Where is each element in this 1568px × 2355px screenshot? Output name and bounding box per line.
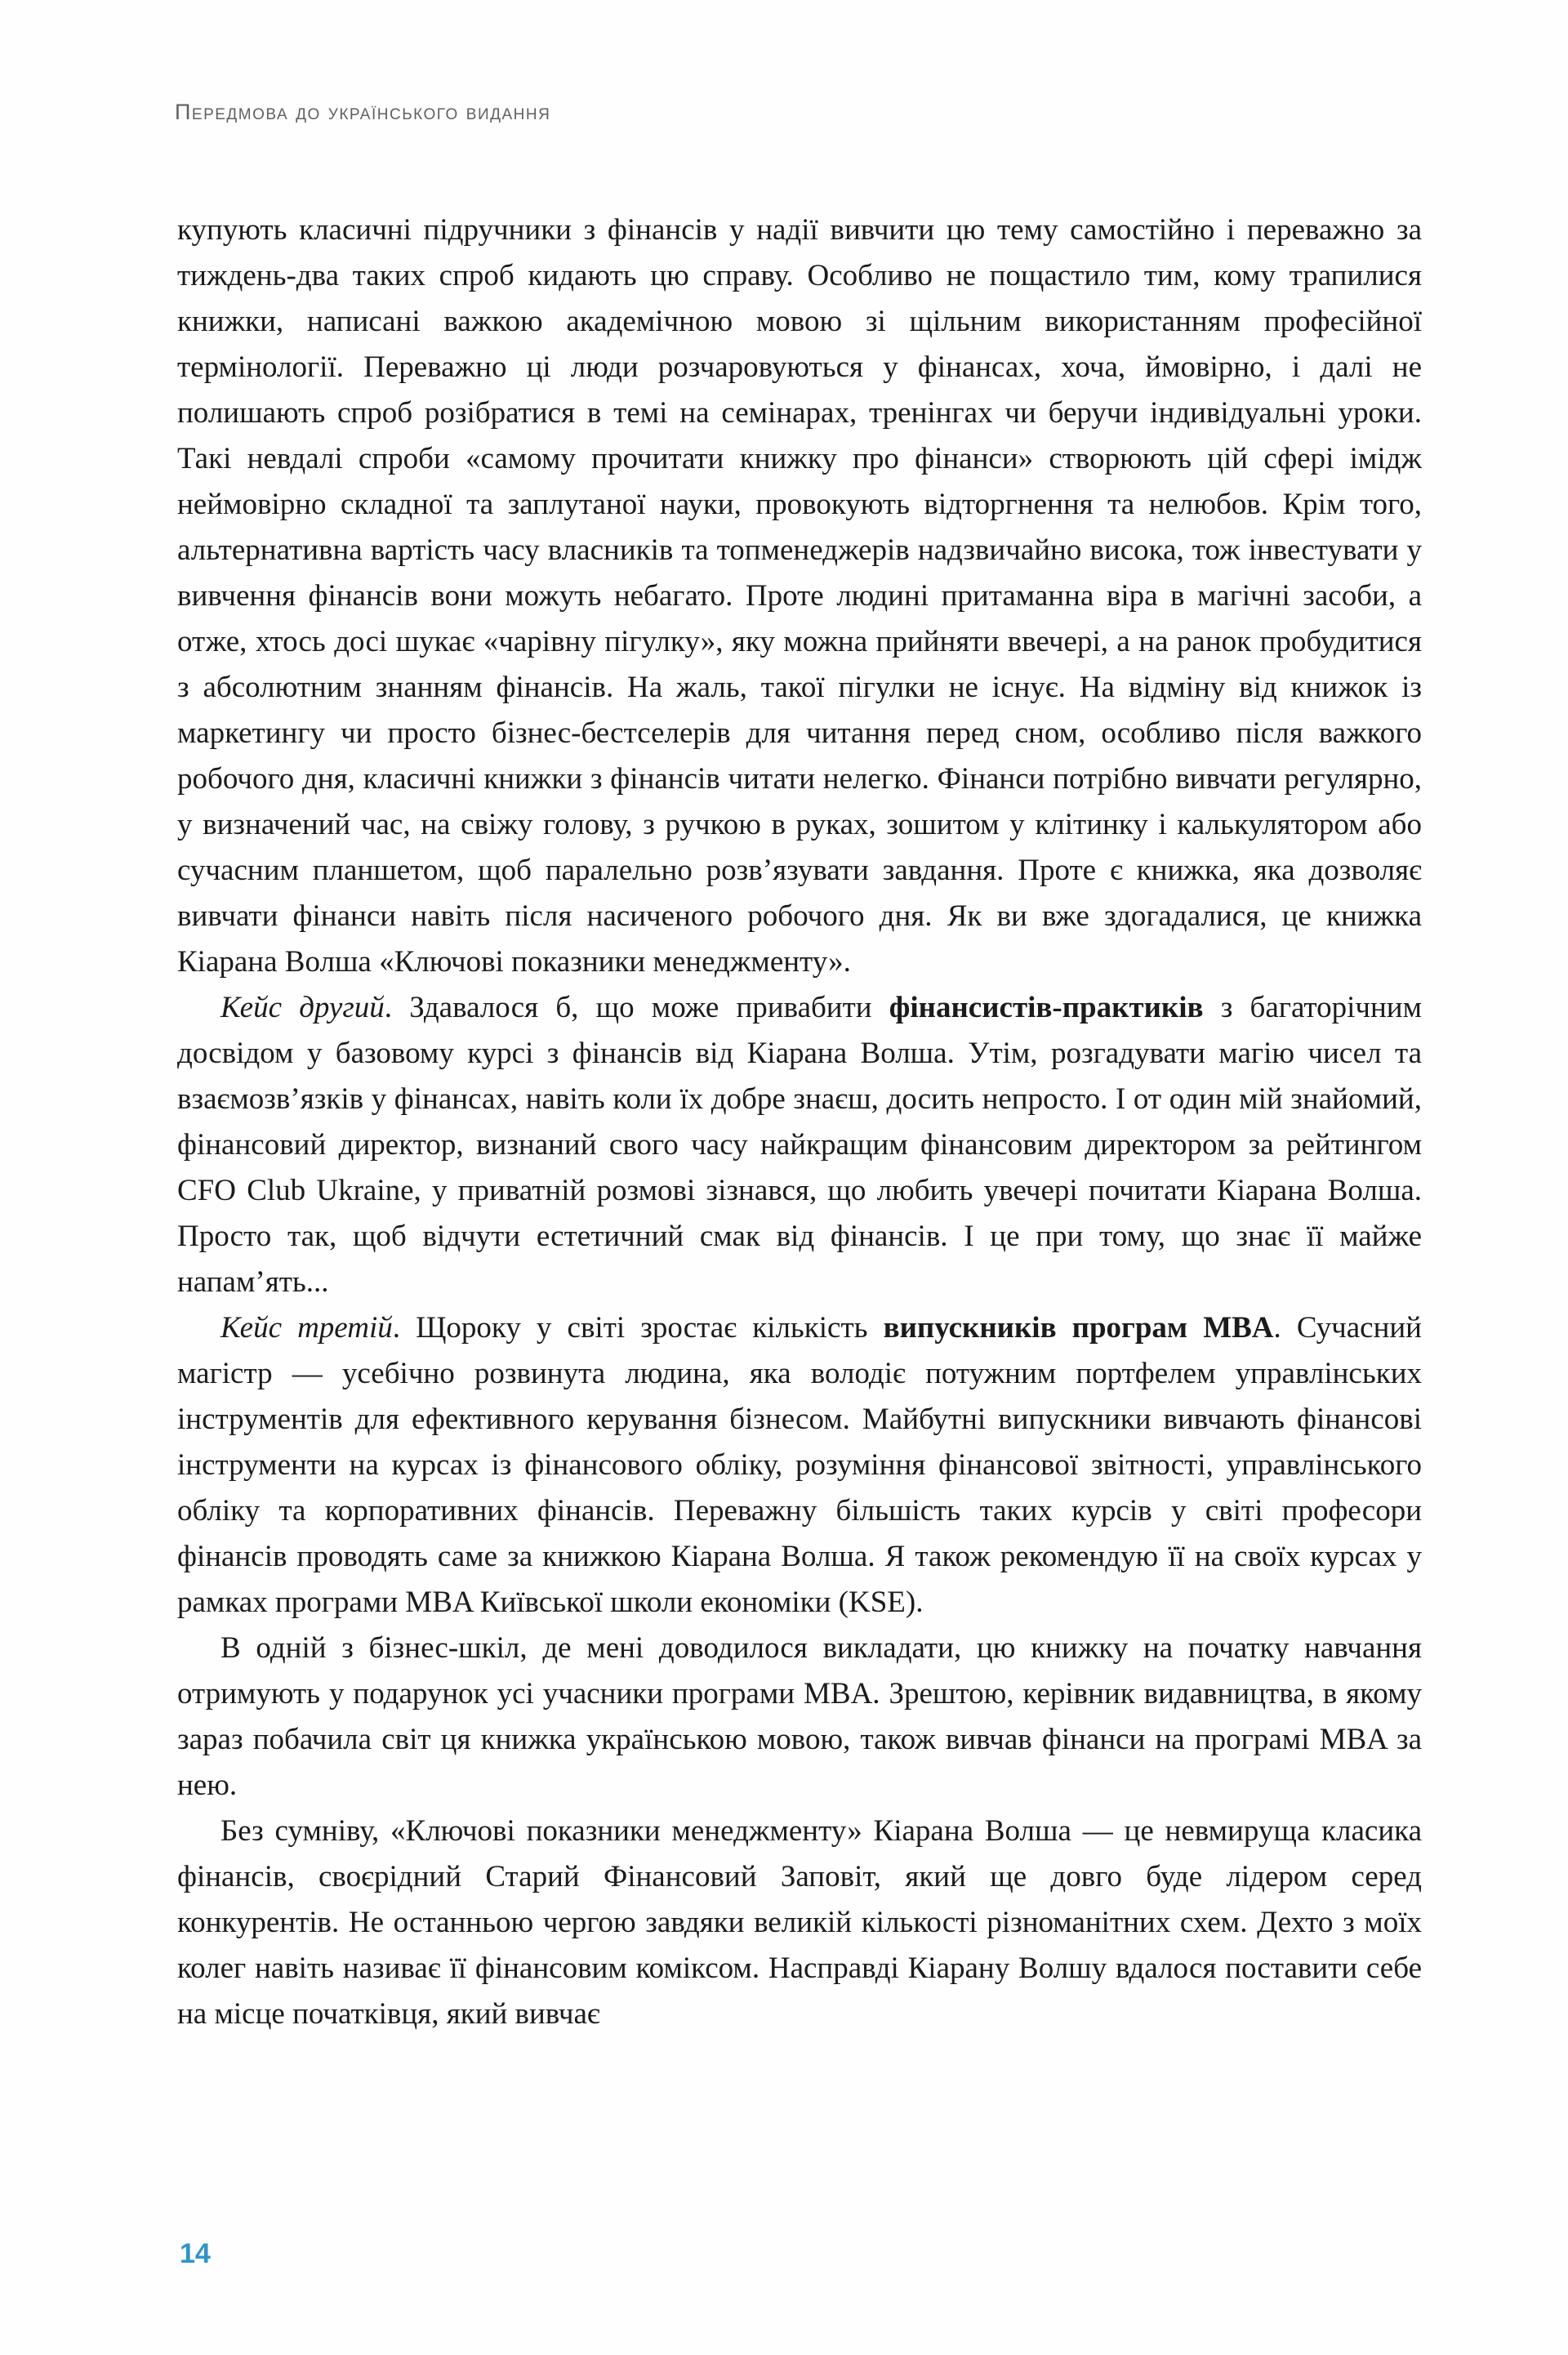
paragraph — [177, 1626, 1422, 1809]
text-run: з багаторічним досвідом у базовому курсі з фінансів від Кіарана Волша. Утім, розгадувати магію чисел та взаємозв’язків у фінансах, навіть коли їх добре знаєш, досить непросто. І от один мій знайомий, фінансовий директор, визнаний свого часу найкращим фінансовим директором за рейтингом CFO Club Ukraine, у приватній розмові зізнався, що любить увечері почитати Кіарана Волша. Просто так, щоб відчути естетичний смак від фінансів. І це при тому, що знає її майже напам’ять... — [177, 991, 1422, 1299]
text-run: Без сумніву, «Ключові показники менеджменту» Кіарана Волша — це невмируща класика фінансів, своєрідний Старий Фінансовий Заповіт, який ще довго буде лідером серед конкурентів. Не останньою чергою завдяки великій кількості різноманітних схем. Дехто з моїх колег навіть називає її фінансовим коміксом. Насправді Кіарану Волшу вдалося поставити себе на місце початківця, який вивчає — [177, 1814, 1422, 2031]
paragraph — [177, 1809, 1422, 2037]
paragraph — [177, 1305, 1422, 1626]
paragraph — [177, 985, 1422, 1305]
text-run: . Здавалося б, що може привабити — [384, 991, 889, 1024]
paragraph — [177, 207, 1422, 985]
text-run: В одній з бізнес-шкіл, де мені доводилося викладати, цю книжку на початку навчання отримують у подарунок усі учасники програми MBA. Зрештою, керівник видавництва, в якому зараз побачила світ ця книжка українською мовою, також вивчав фінанси на програмі MBA за нею. — [177, 1631, 1422, 1802]
italic-run: Кейс другий — [220, 991, 385, 1024]
bold-run: фінансистів-практиків — [889, 991, 1204, 1024]
running-header: Передмова до українського видання — [175, 100, 551, 124]
text-run: . Щороку у світі зростає кількість — [392, 1311, 884, 1345]
body-text — [177, 207, 1422, 2037]
italic-run: Кейс третій — [220, 1311, 393, 1345]
bold-run: випускників програм MBA — [883, 1311, 1274, 1345]
text-run: купують класичні підручники з фінансів у надії вивчити цю тему самостійно і переважно за тиждень-два таких спроб кидають цю справу. Особливо не пощастило тим, кому трапилися книжки, написані важкою академічною мовою зі щільним використанням професійної термінології. Переважно ці люди розчаровуються у фінансах, хоча, ймовірно, і далі не полишають спроб розібратися в темі на семінарах, тренінгах чи беручи індивідуальні уроки. Такі невдалі спроби «самому прочитати книжку про фінанси» створюють цій сфері імідж неймовірно складної та заплутаної науки, провокують відторгнення та нелюбов. Крім того, альтернативна вартість часу власників та топменеджерів надзвичайно висока, тож інвестувати у вивчення фінансів вони можуть небагато. Проте людині притаманна віра в магічні засоби, а отже, хтось досі шукає «чарівну пігулку», яку можна прийняти ввечері, а на ранок пробудитися з абсолютним знанням фінансів. На жаль, такої пігулки не існує. На відміну від книжок із маркетингу чи просто бізнес-бестселерів для читання перед сном, особливо після важкого робочого дня, класичні книжки з фінансів читати нелегко. Фінанси потрібно вивчати регулярно, у визначений час, на свіжу голову, з ручкою в руках, зошитом у клітинку і калькулятором або сучасним планшетом, щоб паралельно розв’язувати завдання. Проте є книжка, яка дозволяє вивчати фінанси навіть після насиченого робочого дня. Як ви вже здогадалися, це книжка Кіарана Волша «Ключові показники менеджменту». — [177, 213, 1422, 979]
page-number: 14 — [180, 2238, 211, 2269]
text-run: . Сучасний магістр — усебічно розвинута людина, яка володіє потужним портфелем управлінських інструментів для ефективного керування бізнесом. Майбутні випускники вивчають фінансові інструменти на курсах із фінансового обліку, розуміння фінансової звітності, управлінського обліку та корпоративних фінансів. Переважну більшість таких курсів у світі професори фінансів проводять саме за книжкою Кіарана Волша. Я також рекомендую її на своїх курсах у рамках програми MBA Київської школи економіки (KSE). — [177, 1311, 1422, 1619]
